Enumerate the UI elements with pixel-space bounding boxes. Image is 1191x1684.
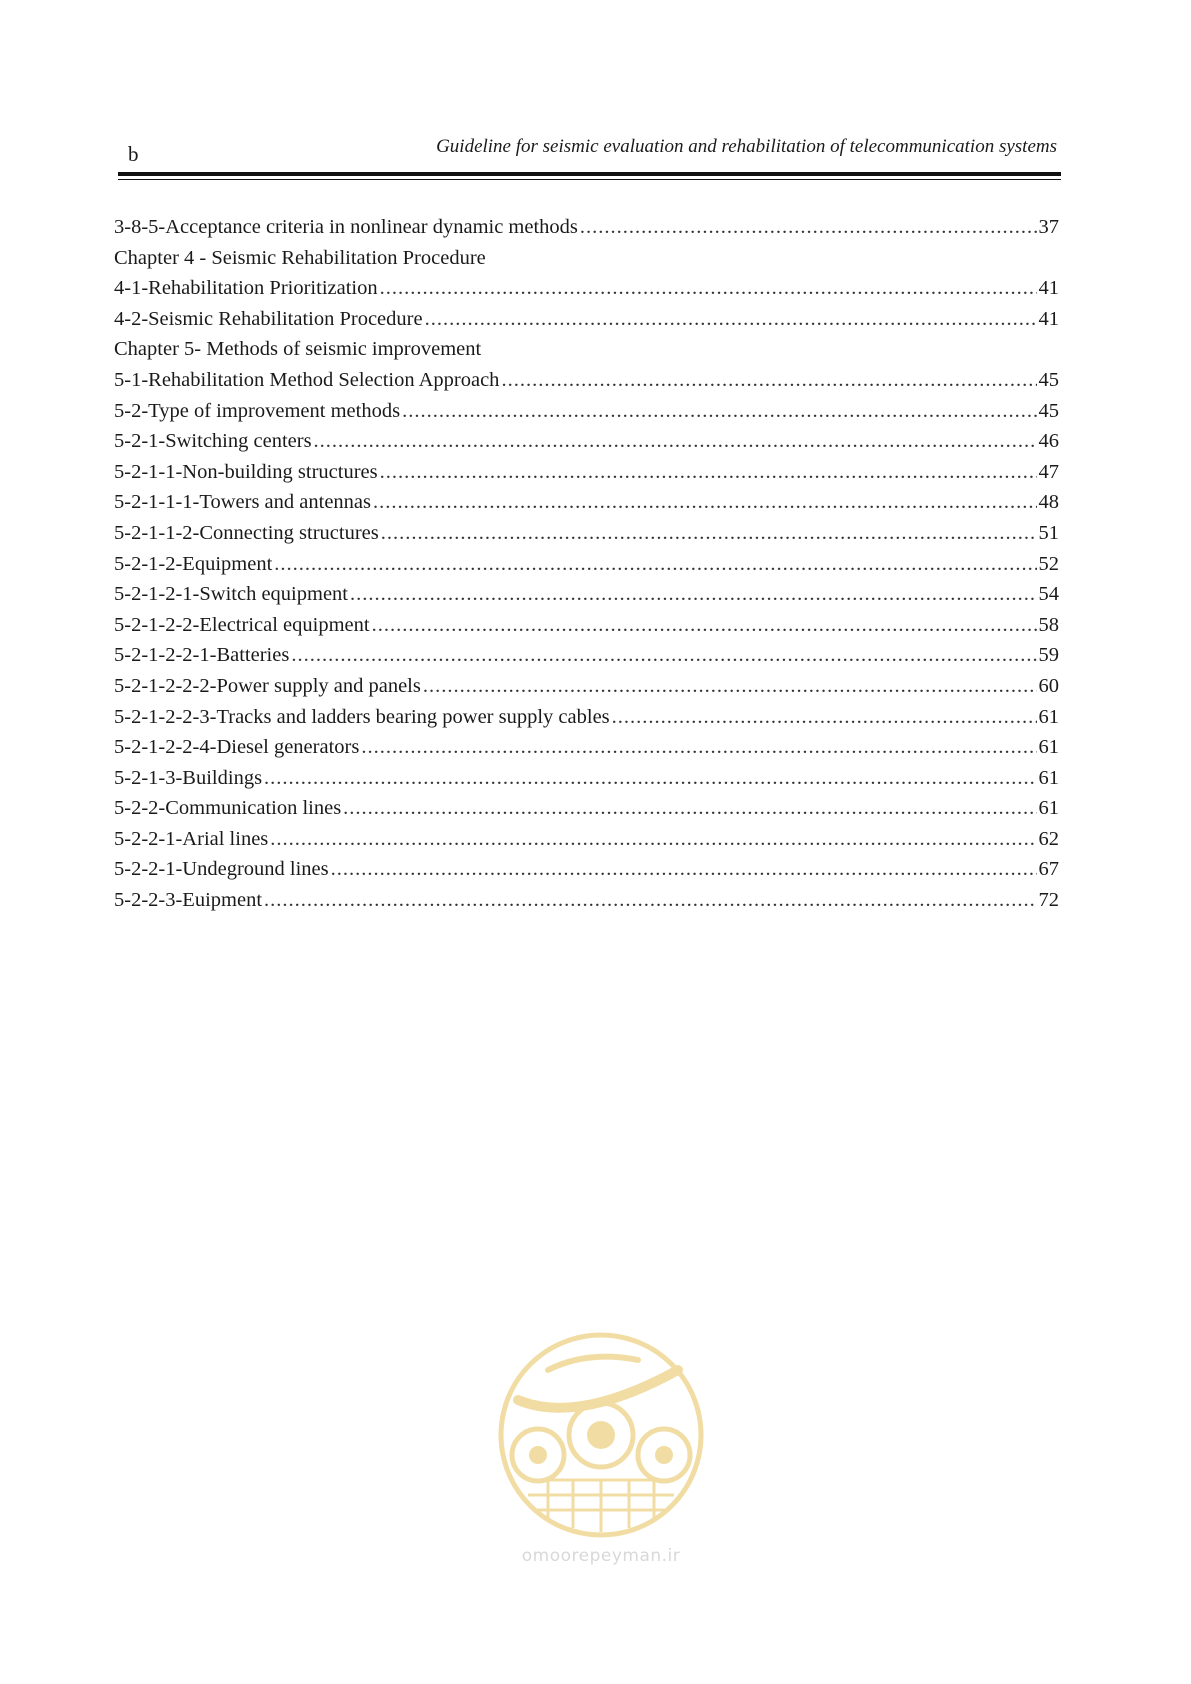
toc-dot-leader — [425, 304, 1037, 335]
toc-page-number: 60 — [1038, 674, 1059, 697]
toc-entry-label: 3-8-5-Acceptance criteria in nonlinear dynamic methods — [114, 216, 578, 238]
toc-entry-label: 5-2-1-2-1-Switch equipment — [114, 583, 348, 606]
toc-entry — [114, 854, 1059, 885]
toc-entry-label: 5-2-1-2-2-1-Batteries — [114, 644, 290, 667]
header-rule-thin — [118, 179, 1061, 180]
toc-page-number: 61 — [1038, 766, 1059, 789]
toc-page-number: 48 — [1038, 491, 1059, 514]
toc-page-number: 37 — [1038, 216, 1059, 238]
page-letter: b — [128, 142, 139, 166]
toc-entry-label: 5-2-1-2-2-3-Tracks and ladders bearing power supply cables — [114, 705, 610, 728]
toc-entry — [114, 487, 1059, 518]
toc-dot-leader — [291, 640, 1036, 671]
toc-entry-label: 5-2-1-2-2-Electrical equipment — [114, 613, 370, 636]
toc-page-number: 67 — [1038, 858, 1059, 881]
toc-chapter-heading — [114, 243, 1059, 274]
toc-entry — [114, 426, 1059, 457]
toc-page-number: 45 — [1038, 368, 1059, 391]
toc-entry-label: Chapter 4 - Seismic Rehabilitation Procedure — [114, 246, 486, 269]
toc-dot-leader — [331, 854, 1037, 885]
toc-dot-leader — [402, 396, 1036, 427]
toc-dot-leader — [264, 885, 1036, 916]
toc-dot-leader — [361, 732, 1036, 763]
toc-entry — [114, 212, 1059, 243]
toc-entry — [114, 273, 1059, 304]
toc-entry-label: 5-2-2-1-Arial lines — [114, 827, 269, 850]
toc-entry-label: 5-2-Type of improvement methods — [114, 399, 401, 422]
watermark — [488, 1330, 714, 1580]
toc-entry — [114, 671, 1059, 702]
toc-page-number: 51 — [1038, 521, 1059, 544]
toc-entry — [114, 549, 1059, 580]
toc-dot-leader — [274, 549, 1036, 580]
toc-entry — [114, 610, 1059, 641]
toc-chapter-heading — [114, 334, 1059, 365]
toc-entry-label: 4-2-Seismic Rehabilitation Procedure — [114, 307, 423, 330]
toc-entry-label: 5-2-1-2-2-4-Diesel generators — [114, 736, 360, 759]
toc-page-number: 52 — [1038, 552, 1059, 575]
running-title: Guideline for seismic evaluation and rehabilitation of telecommunication systems — [436, 136, 1057, 157]
toc-entry — [114, 579, 1059, 610]
toc-entry — [114, 732, 1059, 763]
toc-page-number: 72 — [1038, 889, 1059, 912]
toc-page-number: 61 — [1038, 736, 1059, 759]
table-of-contents — [114, 212, 1059, 916]
toc-entry-label: Chapter 5- Methods of seismic improvement — [114, 338, 482, 361]
toc-page-number: 47 — [1038, 460, 1059, 483]
toc-entry — [114, 304, 1059, 335]
toc-entry — [114, 763, 1059, 794]
toc-page-number: 61 — [1038, 797, 1059, 820]
toc-entry-label: 5-2-1-1-2-Connecting structures — [114, 521, 379, 544]
toc-entry — [114, 885, 1059, 916]
toc-entry — [114, 640, 1059, 671]
toc-entry-label: 5-2-1-2-Equipment — [114, 552, 273, 575]
toc-page-number: 46 — [1038, 430, 1059, 453]
toc-entry — [114, 457, 1059, 488]
toc-entry-label: 4-1-Rehabilitation Prioritization — [114, 277, 378, 300]
toc-page-number: 45 — [1038, 399, 1059, 422]
watermark-text: omoorepeyman.ir — [521, 1546, 681, 1566]
toc-dot-leader — [423, 671, 1037, 702]
toc-entry-label: 5-2-1-Switching centers — [114, 430, 312, 453]
toc-entry — [114, 793, 1059, 824]
toc-entry-label: 5-2-1-1-1-Towers and antennas — [114, 491, 372, 514]
toc-dot-leader — [314, 426, 1037, 457]
toc-dot-leader — [270, 824, 1036, 855]
toc-page-number: 62 — [1038, 827, 1059, 850]
toc-page-number: 41 — [1038, 277, 1059, 300]
toc-dot-leader — [373, 487, 1036, 518]
toc-page-number: 54 — [1038, 583, 1059, 606]
toc-page-number: 59 — [1038, 644, 1059, 667]
toc-entry — [114, 702, 1059, 733]
toc-entry-label: 5-2-1-2-2-2-Power supply and panels — [114, 674, 421, 697]
toc-entry-label: 5-1-Rehabilitation Method Selection Approach — [114, 368, 500, 391]
toc-dot-leader — [380, 273, 1037, 304]
toc-page-number: 61 — [1038, 705, 1059, 728]
toc-dot-leader — [372, 610, 1037, 641]
toc-page-number: 41 — [1038, 307, 1059, 330]
toc-dot-leader — [501, 365, 1036, 396]
toc-page-number: 58 — [1038, 613, 1059, 636]
toc-entry — [114, 365, 1059, 396]
toc-entry-label: 5-2-2-3-Euipment — [114, 889, 263, 912]
toc-entry-label: 5-2-2-Communication lines — [114, 797, 342, 820]
toc-dot-leader — [580, 212, 1037, 243]
toc-dot-leader — [343, 793, 1036, 824]
toc-entry-label: 5-2-1-3-Buildings — [114, 766, 263, 789]
toc-dot-leader — [350, 579, 1037, 610]
toc-entry — [114, 396, 1059, 427]
toc-entry-label: 5-2-1-1-Non-building structures — [114, 460, 378, 483]
toc-dot-leader — [612, 702, 1037, 733]
header-rule-thick — [118, 172, 1061, 176]
toc-entry-label: 5-2-2-1-Undeground lines — [114, 858, 329, 881]
toc-dot-leader — [381, 518, 1037, 549]
toc-dot-leader — [380, 457, 1037, 488]
gear-seal-logo-icon — [488, 1330, 714, 1540]
toc-entry — [114, 824, 1059, 855]
toc-entry — [114, 518, 1059, 549]
toc-dot-leader — [264, 763, 1036, 794]
